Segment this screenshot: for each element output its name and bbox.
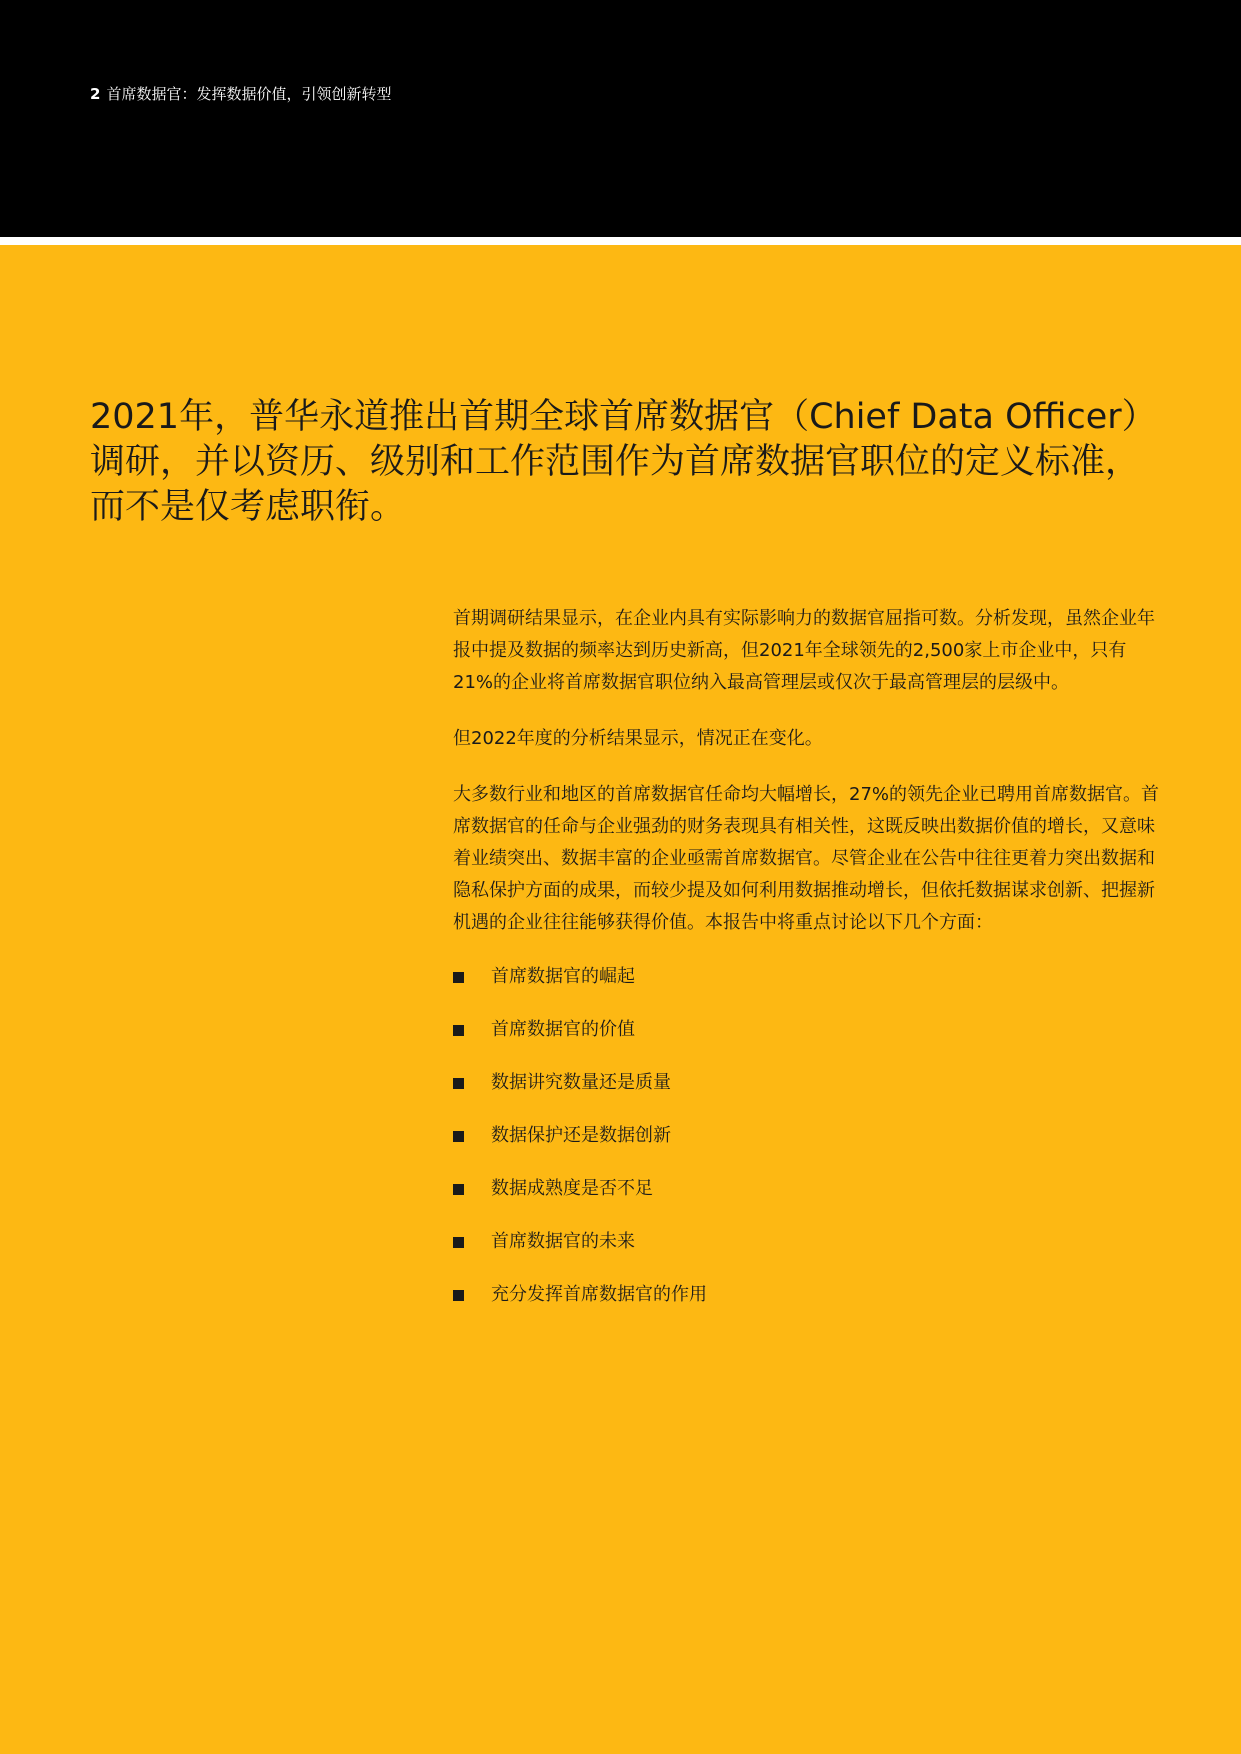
list-item-label: 数据保护还是数据创新: [491, 1125, 671, 1146]
running-header: [90, 84, 391, 104]
square-bullet-icon: [453, 1290, 464, 1301]
list-item-label: 首席数据官的未来: [491, 1231, 635, 1252]
square-bullet-icon: [453, 972, 464, 983]
topic-list: [453, 963, 1163, 1334]
list-item: [453, 1069, 1163, 1122]
list-item: [453, 1016, 1163, 1069]
square-bullet-icon: [453, 1184, 464, 1195]
list-item: [453, 1228, 1163, 1281]
paragraph: 但2022年度的分析结果显示，情况正在变化。: [453, 728, 823, 749]
page-number: 2: [90, 85, 101, 103]
headline: 2021年，普华永道推出首期全球首席数据官（Chief Data Officer）调研，并以资历、级别和工作范围作为首席数据官职位的定义标准，而不是仅考虑职衔。: [90, 397, 1157, 527]
list-item: [453, 1122, 1163, 1175]
list-item-label: 数据成熟度是否不足: [491, 1178, 653, 1199]
list-item: [453, 963, 1163, 1016]
body-text: [453, 603, 1163, 1334]
list-item: [453, 1281, 1163, 1334]
square-bullet-icon: [453, 1078, 464, 1089]
list-item-label: 充分发挥首席数据官的作用: [491, 1284, 707, 1305]
paragraph: 首期调研结果显示，在企业内具有实际影响力的数据官屈指可数。分析发现，虽然企业年报中提及数据的频率达到历史新高，但2021年全球领先的2,500家上市企业中，只有21%的企业将首席数据官职位纳入最高管理层或仅次于最高管理层的层级中。: [453, 608, 1155, 693]
list-item-label: 首席数据官的价值: [491, 1019, 635, 1040]
list-item-label: 首席数据官的崛起: [491, 966, 635, 987]
page-header: [0, 0, 1241, 237]
square-bullet-icon: [453, 1131, 464, 1142]
square-bullet-icon: [453, 1237, 464, 1248]
list-item: [453, 1175, 1163, 1228]
paragraph: 大多数行业和地区的首席数据官任命均大幅增长，27%的领先企业已聘用首席数据官。首席数据官的任命与企业强劲的财务表现具有相关性，这既反映出数据价值的增长，又意味着业绩突出、数据丰富的企业亟需首席数据官。尽管企业在公告中往往更着力突出数据和隐私保护方面的成果，而较少提及如何利用数据推动增长，但依托数据谋求创新、把握新机遇的企业往往能够获得价值。本报告中将重点讨论以下几个方面：: [453, 784, 1160, 933]
running-title: 首席数据官：发挥数据价值，引领创新转型: [106, 85, 392, 103]
square-bullet-icon: [453, 1025, 464, 1036]
list-item-label: 数据讲究数量还是质量: [491, 1072, 671, 1093]
